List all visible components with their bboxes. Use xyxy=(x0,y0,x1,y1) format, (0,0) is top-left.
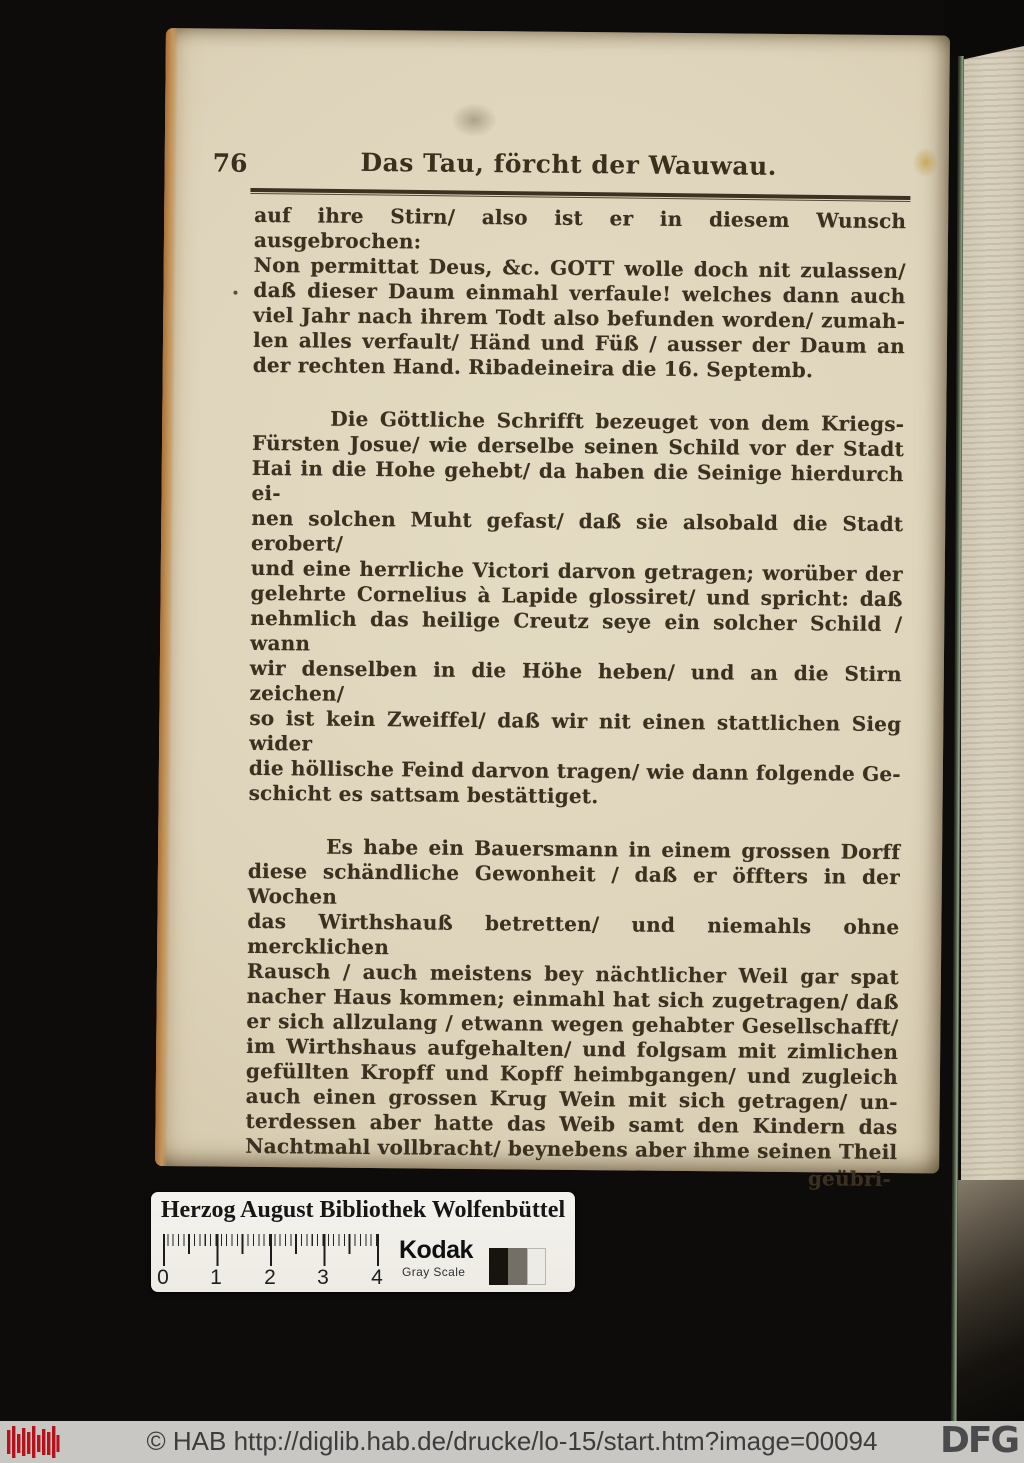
text-line: auf ihre Stirn/ also ist er in diesem Wunsch ausgebrochen: xyxy=(253,202,907,254)
ink-dot xyxy=(233,291,237,295)
text-line: so ist kein Zweiffel/ daß wir nit einen stattlichen Sieg wider xyxy=(249,705,902,756)
paragraph xyxy=(245,834,900,1165)
kodak-grayscale-block xyxy=(399,1236,473,1279)
catchword: geübri- xyxy=(807,1166,892,1192)
ruler xyxy=(157,1234,383,1292)
facing-page-edges xyxy=(961,46,1024,1184)
page-header xyxy=(212,147,907,187)
paper-stain xyxy=(913,147,939,177)
text-line: Nachtmahl vollbracht/ beynebens aber ihme seinen Theil xyxy=(245,1133,898,1165)
text-line: schicht es sattsam bestättiget. xyxy=(248,780,599,809)
text-line: Rausch / auch meistens bey nächtlicher Weil gar spat xyxy=(246,958,900,990)
text-line: gefüllten Kropff und Kopff heimbgangen/ und zugleich xyxy=(245,1058,899,1090)
grayscale-patch-gray xyxy=(508,1248,527,1285)
page-number: 76 xyxy=(212,148,248,178)
text-line: viel Jahr nach ihrem Todt also befunden worden/ zumah- xyxy=(253,302,906,334)
book-shadow xyxy=(958,1180,1024,1421)
copyright-text: © HAB http://diglib.hab.de/drucke/lo-15/start.htm?image=00094 xyxy=(146,1426,878,1456)
ruler-number: 4 xyxy=(371,1266,383,1289)
text-line: wir denselben in die Höhe heben/ und an die Stirn zeichen/ xyxy=(249,655,902,706)
text-line: Fürsten Josue/ wie derselbe seinen Schild vor der Stadt xyxy=(251,430,905,462)
library-label-title: Herzog August Bibliothek Wolfenbüttel xyxy=(160,1197,566,1223)
gray-scale-label: Gray Scale xyxy=(402,1265,466,1279)
ruler-number: 3 xyxy=(317,1266,329,1289)
text-line: diese schändliche Gewonheit / daß er öffters in der Wochen xyxy=(247,858,900,909)
text-line: im Wirthshaus aufgehalten/ und folgsam mit zimlichen xyxy=(246,1033,899,1065)
text-block xyxy=(245,203,906,1192)
library-label xyxy=(151,1192,575,1292)
grayscale-patch-black xyxy=(489,1248,508,1285)
text-line: nehmlich das heilige Creutz seye ein solcher Schild / wann xyxy=(249,605,903,656)
paragraph xyxy=(253,203,907,384)
text-line: nen solchen Muht gefast/ daß sie alsobald die Stadt erobert/ xyxy=(250,505,904,556)
ruler-number: 0 xyxy=(157,1266,169,1289)
grayscale-patches xyxy=(489,1248,546,1285)
text-line: Es habe ein Bauersmann in einem grossen Dorff xyxy=(326,834,901,865)
text-line: terdessen aber hatte das Weib samt den Kindern das xyxy=(245,1108,898,1140)
paragraph xyxy=(249,406,905,812)
dfg-logo-icon: DFG xyxy=(939,1420,1018,1461)
text-line: die höllische Feind darvon tragen/ wie dann folgende Ge- xyxy=(248,755,901,787)
text-line: Non permittat Deus, &c. GOTT wolle doch nit zulassen/ xyxy=(253,252,906,284)
text-line: er sich allzulang / etwann wegen gehabter Gesellschafft/ xyxy=(246,1008,899,1040)
text-line: Hai in die Hohe gehebt/ da haben die Seinige hierdurch ei- xyxy=(251,455,904,506)
paper-smudge xyxy=(451,103,497,137)
text-line: das Wirthshauß betretten/ und niemahls ohne mercklichen xyxy=(247,908,900,960)
kodak-wordmark: Kodak xyxy=(399,1236,473,1264)
text-line: Die Göttliche Schrifft bezeuget von dem Kriegs- xyxy=(330,406,905,437)
running-title: Das Tau, förcht der Wauwau. xyxy=(360,147,778,181)
text-line: len alles verfault/ Händ und Füß / ausser der Daum an xyxy=(252,327,906,359)
book-page xyxy=(155,28,950,1192)
footer-bar xyxy=(0,1421,1024,1463)
text-line: daß dieser Daum einmahl verfaule! welches dann auch xyxy=(253,277,906,309)
text-line: nacher Haus kommen; einmahl hat sich zugetragen/ daß xyxy=(246,983,899,1015)
text-line: der rechten Hand. Ribadeineira die 16. Septemb. xyxy=(252,352,814,383)
ruler-ticks xyxy=(163,1234,380,1266)
grayscale-patch-white xyxy=(527,1248,546,1285)
text-line: gelehrte Cornelius à Lapide glossiret/ und spricht: daß xyxy=(250,580,903,612)
ruler-number: 1 xyxy=(210,1266,222,1289)
text-line: und eine herrliche Victori darvon getragen; worüber der xyxy=(250,555,903,587)
ruler-number: 2 xyxy=(264,1266,276,1289)
text-line: auch einen grossen Krug Wein mit sich getragen/ un- xyxy=(245,1083,898,1115)
